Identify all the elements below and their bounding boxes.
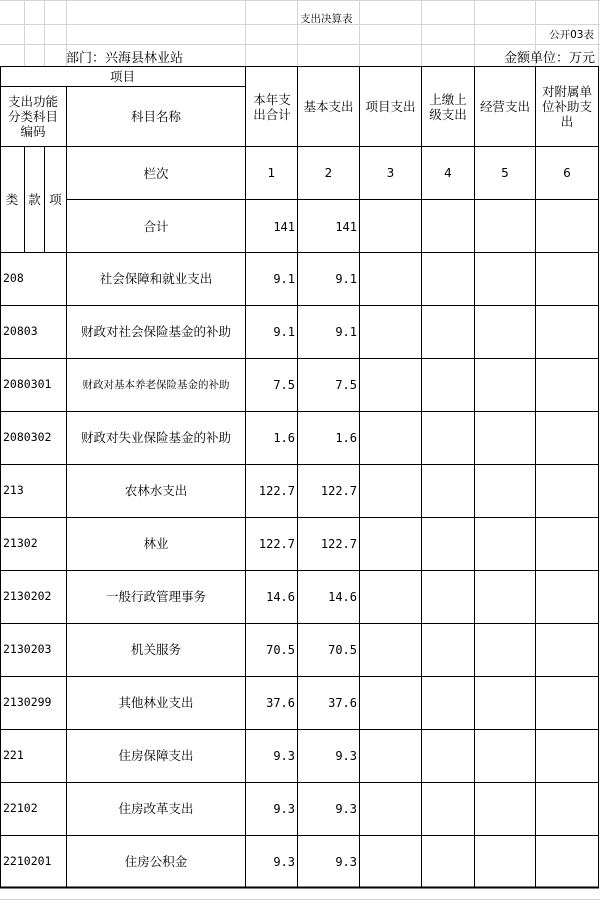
row-total-value: 122.7	[258, 484, 295, 498]
row-code: 2130203	[3, 642, 52, 656]
row-subject-name: 农林水支出	[124, 483, 188, 498]
row-total-value: 9.1	[273, 272, 295, 286]
row-code: 2130202	[3, 589, 52, 603]
row-basic-value: 37.6	[328, 696, 357, 710]
header-subject-name: 科目名称	[130, 109, 181, 124]
department-label: 部门：兴海县林业站	[66, 51, 184, 66]
header-col-operating: 经营支出	[479, 99, 530, 114]
row-code: 2080301	[3, 377, 52, 391]
col-number-1: 1	[267, 165, 276, 180]
total-basic-value: 141	[335, 220, 357, 234]
row-subject-name: 住房改革支出	[118, 801, 194, 816]
row-code: 2080302	[3, 430, 52, 444]
row-total-value: 14.6	[266, 590, 295, 604]
header-col-subsidiary: 对附属单位补助支出	[541, 84, 592, 129]
row-total-value: 70.5	[266, 643, 295, 657]
row-subject-name: 财政对基本养老保险基金的补助	[82, 379, 230, 391]
row-subject-name: 财政对失业保险基金的补助	[80, 430, 231, 445]
total-value: 141	[273, 220, 295, 234]
row-basic-value: 9.3	[335, 802, 357, 816]
row-basic-value: 9.3	[335, 749, 357, 763]
col-number-5: 5	[501, 165, 509, 180]
row-basic-value: 9.1	[335, 325, 357, 339]
row-subject-name: 财政对社会保险基金的补助	[80, 324, 231, 339]
report-title: 支出决算表	[300, 13, 353, 25]
row-code: 221	[3, 748, 24, 762]
row-basic-value: 9.1	[335, 272, 357, 286]
row-basic-value: 70.5	[328, 643, 357, 657]
row-basic-value: 122.7	[320, 537, 357, 551]
header-col-basic: 基本支出	[303, 99, 354, 114]
header-kuan: 款	[28, 192, 41, 207]
header-func-class: 支出功能分类科目编码	[7, 94, 58, 139]
row-code: 22102	[3, 801, 38, 815]
row-code: 20803	[3, 324, 38, 338]
row-code: 2210201	[3, 854, 52, 868]
row-basic-value: 7.5	[335, 378, 357, 392]
row-basic-value: 1.6	[335, 431, 357, 445]
header-project: 项目	[109, 69, 135, 84]
row-basic-value: 9.3	[335, 855, 357, 869]
row-subject-name: 住房保障支出	[118, 748, 194, 763]
row-subject-name: 住房公积金	[124, 854, 188, 869]
row-code: 21302	[3, 536, 38, 550]
header-xiang: 项	[49, 192, 62, 207]
row-total-value: 7.5	[273, 378, 295, 392]
header-col-project: 项目支出	[365, 99, 416, 114]
total-label: 合计	[143, 218, 169, 234]
row-total-value: 9.1	[273, 325, 295, 339]
header-col-upper: 上缴上级支出	[429, 91, 467, 122]
row-index-label: 栏次	[143, 165, 169, 181]
col-number-4: 4	[444, 165, 452, 180]
row-total-value: 9.3	[273, 802, 295, 816]
row-total-value: 37.6	[266, 696, 295, 710]
unit-label: 金额单位：万元	[503, 51, 595, 66]
row-code: 2130299	[3, 695, 52, 709]
form-id: 公开03表	[549, 29, 594, 41]
header-col-total: 本年支出合计	[253, 91, 291, 122]
col-number-2: 2	[324, 165, 333, 180]
row-total-value: 9.3	[273, 749, 295, 763]
row-subject-name: 机关服务	[130, 642, 181, 657]
row-code: 213	[3, 483, 24, 497]
col-number-3: 3	[386, 165, 395, 180]
row-basic-value: 14.6	[328, 590, 357, 604]
row-total-value: 122.7	[258, 537, 295, 551]
row-subject-name: 一般行政管理事务	[105, 589, 206, 604]
row-code: 208	[3, 271, 24, 285]
col-number-6: 6	[563, 165, 571, 180]
header-lei: 类	[5, 192, 19, 207]
row-total-value: 1.6	[273, 431, 295, 445]
row-total-value: 9.3	[273, 855, 295, 869]
row-subject-name: 林业	[143, 536, 169, 551]
row-subject-name: 其他林业支出	[118, 695, 194, 710]
row-basic-value: 122.7	[320, 484, 357, 498]
row-subject-name: 社会保障和就业支出	[99, 271, 213, 286]
